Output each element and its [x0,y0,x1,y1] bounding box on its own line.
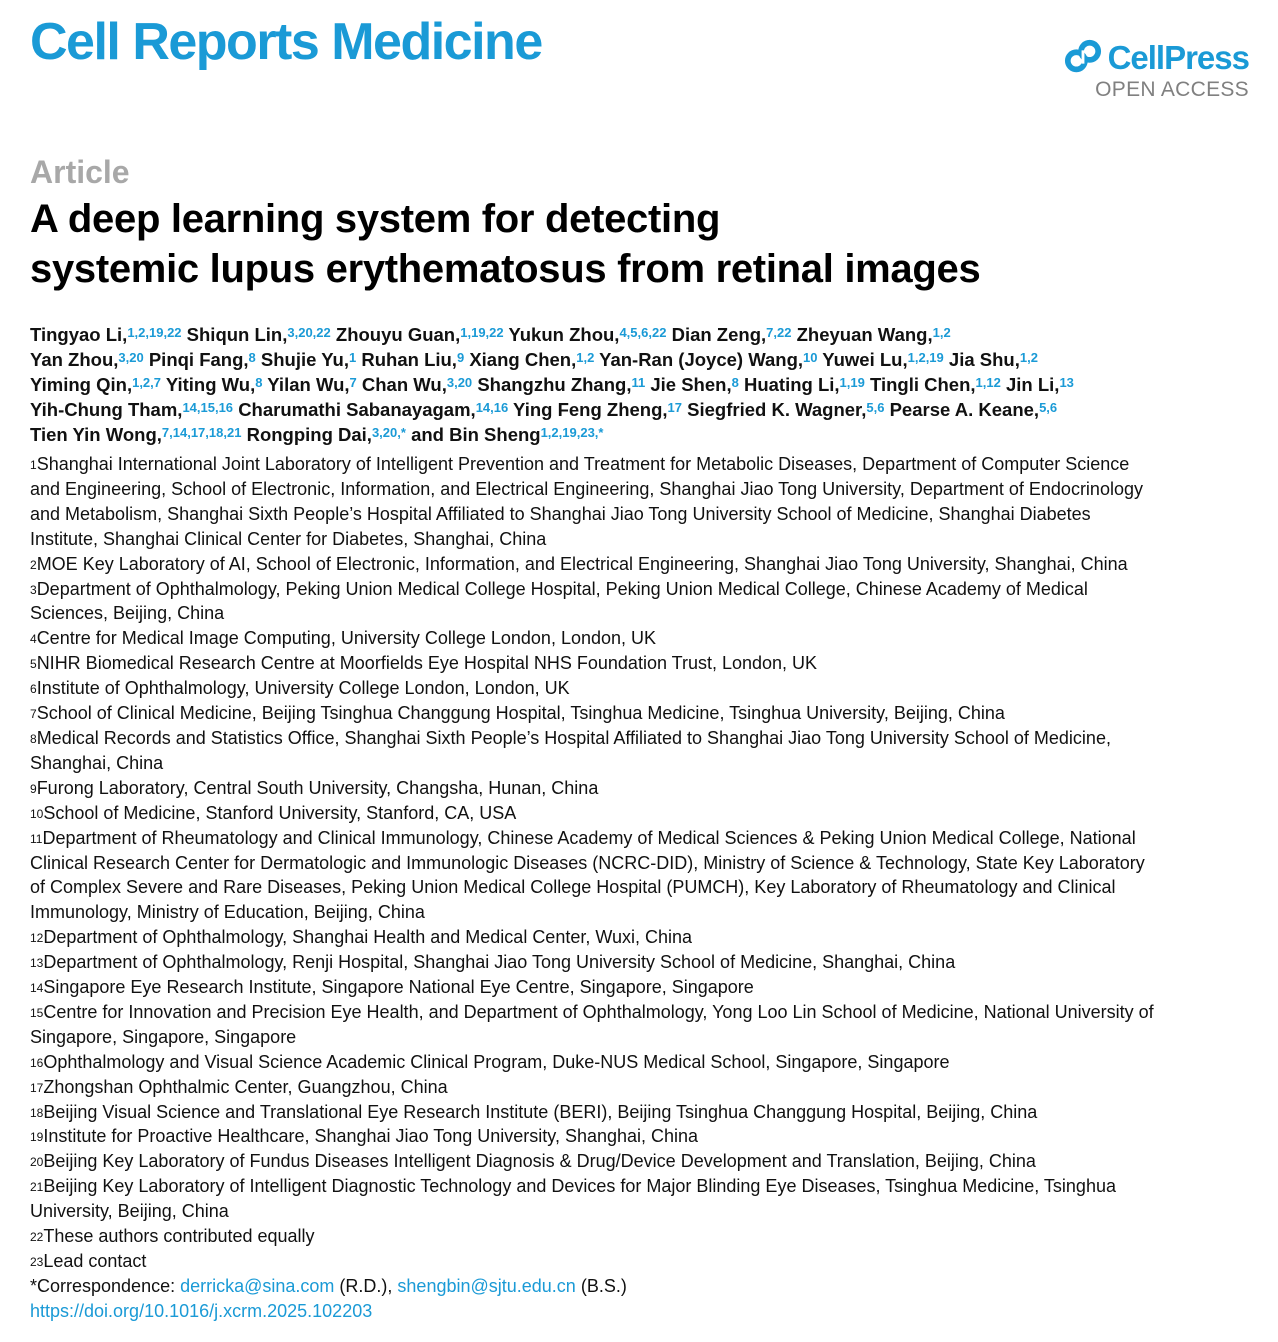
affiliation-text: Sciences, Beijing, China [30,603,225,624]
affiliation-number: 19 [30,1130,44,1145]
affiliation-number: 6 [30,682,37,697]
affiliation-text: Beijing Visual Science and Translational Eye Research Institute (BERI), Beijing Tsinghua Changgung Hospital, Beijing, China [43,1101,1038,1122]
cellpress-logo-icon [1064,38,1102,76]
affiliation-line [30,1075,1255,1100]
affiliation-text: Beijing Key Laboratory of Fundus Diseases Intelligent Diagnosis & Drug/Device Development and Translation, Beijing, China [43,1151,1036,1172]
author[interactable] [149,349,256,370]
correspondence [30,1274,1255,1299]
author-name[interactable]: Charumathi Sabanayagam, [238,399,476,420]
author[interactable] [513,399,682,420]
affiliation-number: 21 [30,1180,44,1195]
author-name[interactable]: Shujie Yu, [260,349,349,370]
affiliation-marker[interactable]: 17 [667,400,683,415]
affiliation-number: 12 [30,931,44,946]
affiliation-line [30,601,1255,626]
affiliation-number: 11 [30,831,43,846]
affiliation-text: Institute, Shanghai Clinical Center for Diabetes, Shanghai, China [30,528,547,549]
affiliation-line [30,851,1255,876]
author-name[interactable]: Pearse A. Keane, [889,399,1040,420]
affiliation [30,701,1255,726]
affiliation-text: Department of Rheumatology and Clinical Immunology, Chinese Academy of Medical Sciences & Peking Union Medical College, National [42,827,1136,848]
affiliation-marker[interactable]: 13 [1059,375,1074,390]
affiliation-marker[interactable]: 1,2,7 [132,375,162,390]
affiliation-number: 18 [30,1105,44,1120]
publisher-logo[interactable] [1064,38,1249,76]
affiliation-text: Institute of Ophthalmology, University College London, London, UK [36,678,570,699]
affiliation-number: 4 [30,632,37,647]
affiliation-list [30,452,1255,1324]
affiliation-line [30,626,1255,651]
affiliation-line [30,751,1255,776]
author-name[interactable]: Rongping Dai, [246,424,372,445]
affiliation-line [30,1124,1255,1149]
affiliation-line [30,1199,1255,1224]
author-name[interactable]: Ying Feng Zheng, [513,399,668,420]
author-name[interactable]: Tien Yin Wong, [30,424,162,445]
author-name[interactable]: Siegfried K. Wagner, [687,399,867,420]
author[interactable] [411,424,603,445]
author-name[interactable]: Tingli Chen, [870,374,976,395]
author-name[interactable]: Yuwei Lu, [822,349,908,370]
affiliation-line [30,1100,1255,1125]
affiliation [30,1000,1255,1050]
affiliation-marker[interactable]: 5,6 [866,400,885,415]
author[interactable] [166,374,263,395]
affiliation-text: of Complex Severe and Rare Diseases, Peking Union Medical College Hospital (PUMCH), Key Laboratory of Rheumatology and Clinical [30,877,1116,898]
affiliation-text: Furong Laboratory, Central South University, Changsha, Hunan, China [36,777,599,798]
affiliation-marker[interactable]: 1,2,19,23,* [540,425,604,440]
affiliation-text: Immunology, Ministry of Education, Beijing, China [30,902,425,923]
affiliation-marker[interactable]: 7,22 [766,325,792,340]
title-line: A deep learning system for detecting [30,197,721,241]
affiliation-marker[interactable]: 14,16 [475,400,509,415]
affiliation [30,1224,1255,1249]
affiliation-marker[interactable]: 1 [349,350,357,365]
affiliation-marker[interactable]: 3,20,* [371,425,406,440]
author-line [30,322,1260,347]
article-title [30,194,1250,294]
email-link[interactable]: shengbin@sjtu.edu.cn [397,1275,576,1296]
affiliation [30,577,1255,627]
author-name[interactable]: and Bin Sheng [411,424,541,445]
affiliation-text: School of Clinical Medicine, Beijing Tsinghua Changgung Hospital, Tsinghua Medicine, Tsinghua University, Beijing, China [36,703,1005,724]
affiliation-text: MOE Key Laboratory of AI, School of Electronic, Information, and Electrical Engineering, Shanghai Jiao Tong University, Shanghai, China [36,553,1128,574]
affiliation-marker[interactable]: 1,2 [932,325,951,340]
affiliation [30,452,1255,552]
affiliation-line [30,1000,1255,1025]
affiliation-text: Institute for Proactive Healthcare, Shanghai Jiao Tong University, Shanghai, China [43,1126,699,1147]
affiliation-line [30,1025,1255,1050]
correspondence-initials: (R.D.), [334,1275,398,1296]
affiliation-line [30,452,1255,477]
affiliation-line [30,826,1255,851]
author[interactable] [870,374,1001,395]
affiliation-text: Medical Records and Statistics Office, Shanghai Sixth People’s Hospital Affiliated to Shanghai Jiao Tong University School of Medicine, [36,727,1111,748]
author-name[interactable]: Dian Zeng, [671,324,767,345]
affiliation-marker[interactable]: 11 [631,375,646,390]
author-name[interactable]: Xiang Chen, [469,349,577,370]
affiliation [30,1075,1255,1100]
affiliation-line [30,900,1255,925]
affiliation [30,1249,1255,1274]
author-line [30,372,1260,397]
affiliation-number: 17 [30,1080,44,1095]
affiliation-line [30,502,1255,527]
affiliation-line [30,801,1255,826]
author-name[interactable]: Yiming Qin, [30,374,133,395]
affiliation-marker[interactable]: 4,5,6,22 [619,325,667,340]
author-name[interactable]: Shangzhu Zhang, [477,374,632,395]
affiliation-marker[interactable]: 8 [248,350,256,365]
affiliation-line [30,701,1255,726]
author[interactable] [30,399,233,420]
author-name[interactable]: Yukun Zhou, [508,324,620,345]
affiliation-marker[interactable]: 1,2 [576,350,595,365]
affiliation [30,1100,1255,1125]
author[interactable] [477,374,645,395]
affiliation [30,776,1255,801]
author[interactable] [261,349,356,370]
affiliation-marker[interactable]: 1,2,19 [907,350,944,365]
affiliation-number: 22 [30,1230,44,1245]
affiliation-text: and Engineering, School of Electronic, Information, and Electrical Engineering, Shanghai Jiao Tong University, Department of Endocrinology [30,478,1143,499]
affiliation-marker[interactable]: 7,14,17,18,21 [161,425,242,440]
affiliation-line [30,651,1255,676]
affiliation-text: These authors contributed equally [43,1226,315,1247]
affiliation-marker[interactable]: 1,19,22 [460,325,504,340]
author[interactable] [187,324,331,345]
affiliation-number: 15 [30,1005,44,1020]
author[interactable] [599,349,817,370]
affiliation-marker[interactable]: 1,2 [1019,350,1038,365]
affiliation-text: Singapore Eye Research Institute, Singapore National Eye Centre, Singapore, Singapore [43,977,754,998]
affiliation-line [30,950,1255,975]
author-name[interactable]: Jia Shu, [948,349,1020,370]
affiliation-number: 7 [30,707,37,722]
affiliation-marker[interactable]: 8 [731,375,739,390]
affiliation-marker[interactable]: 3,20 [118,350,144,365]
author-name[interactable]: Yan Zhou, [30,349,119,370]
affiliation [30,726,1255,776]
author[interactable] [336,324,504,345]
affiliation-line [30,676,1255,701]
author-list [30,322,1260,447]
publisher-name: CellPress [1107,38,1249,76]
author-name[interactable]: Yilan Wu, [267,374,350,395]
author-name[interactable]: Pinqi Fang, [148,349,249,370]
author[interactable] [247,424,406,445]
affiliation-number: 16 [30,1055,44,1070]
author[interactable] [672,324,792,345]
author-name[interactable]: Shiqun Lin, [186,324,288,345]
open-access-label: OPEN ACCESS [1095,78,1249,101]
author-name[interactable]: Yih-Chung Tham, [30,399,183,420]
affiliation [30,1050,1255,1075]
affiliation-text: Clinical Research Center for Dermatologic and Immunologic Diseases (NCRC-DID), Ministry of Science & Technology, State Key Laboratory [30,852,1145,873]
affiliation [30,651,1255,676]
journal-title: Cell Reports Medicine [30,13,542,71]
affiliation-marker[interactable]: 1,19 [839,375,865,390]
affiliation-marker[interactable]: 1,2,19,22 [127,325,182,340]
affiliation-line [30,1149,1255,1174]
author-line [30,397,1260,422]
affiliation-number: 2 [30,557,37,572]
affiliation-marker[interactable]: 7 [349,375,357,390]
author[interactable] [267,374,356,395]
correspondence-label: *Correspondence: [30,1275,181,1296]
affiliation-number: 3 [30,582,37,597]
publisher-block [1064,38,1249,100]
affiliation [30,801,1255,826]
author-name[interactable]: Ruhan Liu, [361,349,457,370]
author-name[interactable]: Jin Li, [1005,374,1060,395]
author[interactable] [1006,374,1074,395]
affiliation [30,826,1255,926]
affiliation-marker[interactable]: 3,20 [446,375,473,390]
author[interactable] [687,399,884,420]
affiliation-number: 5 [30,657,37,672]
affiliation-number: 1 [30,458,37,472]
author[interactable] [30,324,182,345]
author-name[interactable]: Chan Wu, [361,374,447,395]
affiliation-text: Zhongshan Ophthalmic Center, Guangzhou, China [43,1076,448,1097]
affiliation-line [30,875,1255,900]
affiliation-text: Department of Ophthalmology, Shanghai Health and Medical Center, Wuxi, China [43,927,693,948]
affiliation [30,676,1255,701]
author-name[interactable]: Jie Shen, [650,374,732,395]
affiliation [30,1149,1255,1174]
title-line: systemic lupus erythematosus from retinal images [30,247,981,291]
affiliation-text: Centre for Medical Image Computing, University College London, London, UK [36,628,657,649]
author-line [30,347,1260,372]
author[interactable] [797,324,951,345]
article-type: Article [30,154,130,190]
author-name[interactable]: Zheyuan Wang, [796,324,933,345]
affiliation [30,975,1255,1000]
affiliation-marker[interactable]: 5,6 [1039,400,1058,415]
affiliation-number: 10 [30,806,44,821]
affiliation-marker[interactable]: 9 [456,350,465,365]
affiliation-number: 8 [30,731,37,746]
affiliation-line [30,975,1255,1000]
affiliation [30,1174,1255,1224]
author[interactable] [30,424,241,445]
affiliation [30,950,1255,975]
author[interactable] [469,349,594,370]
affiliation-marker[interactable]: 14,15,16 [182,400,234,415]
affiliation-line [30,925,1255,950]
author[interactable] [30,374,161,395]
affiliation-marker[interactable]: 1,12 [975,375,1001,390]
author-line [30,422,1260,447]
author[interactable] [650,374,738,395]
correspondence-initials: (B.S.) [575,1275,627,1296]
author[interactable] [949,349,1038,370]
affiliation-line [30,577,1255,602]
affiliation-number: 14 [30,981,44,996]
email-link[interactable]: derricka@sina.com [180,1275,335,1296]
affiliation-line [30,776,1255,801]
affiliation-number: 9 [30,781,37,796]
affiliation-text: School of Medicine, Stanford University, Stanford, CA, USA [43,802,517,823]
author-name[interactable]: Yiting Wu, [165,374,256,395]
affiliation-text: Shanghai International Joint Laboratory of Intelligent Prevention and Treatment for Metabolic Diseases, Department of Computer Science [36,454,1130,474]
affiliation-number: 20 [30,1155,44,1170]
author[interactable] [822,349,943,370]
affiliation-text: and Metabolism, Shanghai Sixth People’s Hospital Affiliated to Shanghai Jiao Tong University School of Medicine, Shanghai Diabetes [30,503,1091,524]
affiliation [30,1124,1255,1149]
affiliation-line [30,527,1255,552]
affiliation-line [30,477,1255,502]
affiliation-text: Shanghai, China [30,752,164,773]
affiliation-marker[interactable]: 10 [803,350,818,365]
affiliation-line [30,552,1255,577]
affiliation-text: Department of Ophthalmology, Peking Union Medical College Hospital, Peking Union Medical College, Chinese Academy of Medical [36,578,1088,599]
affiliation-line [30,1174,1255,1199]
author-name[interactable]: Tingyao Li, [30,324,128,345]
author-name[interactable]: Zhouyu Guan, [335,324,461,345]
affiliation-number: 23 [30,1255,44,1269]
affiliation-text: NIHR Biomedical Research Centre at Moorfields Eye Hospital NHS Foundation Trust, London, UK [36,653,818,674]
affiliation-text: Ophthalmology and Visual Science Academic Clinical Program, Duke-NUS Medical School, Singapore, Singapore [43,1051,950,1072]
affiliation-marker[interactable]: 8 [255,375,263,390]
author[interactable] [508,324,666,345]
author[interactable] [238,399,508,420]
affiliation-text: Singapore, Singapore, Singapore [30,1026,297,1047]
affiliation-text: Lead contact [43,1251,147,1271]
affiliation [30,626,1255,651]
affiliation-text: Beijing Key Laboratory of Intelligent Diagnostic Technology and Devices for Major Blinding Eye Diseases, Tsinghua Medicine, Tsinghua [43,1176,1116,1197]
affiliation-line [30,1050,1255,1075]
affiliation [30,552,1255,577]
affiliation-line [30,726,1255,751]
author[interactable] [890,399,1058,420]
author[interactable] [744,374,865,395]
affiliation-number: 13 [30,956,44,971]
author[interactable] [30,349,144,370]
affiliation-marker[interactable]: 3,20,22 [287,325,331,340]
author-name[interactable]: Yan-Ran (Joyce) Wang, [599,349,804,370]
affiliation-text: University, Beijing, China [30,1201,229,1222]
author-name[interactable]: Huating Li, [743,374,840,395]
author[interactable] [361,349,464,370]
affiliation-text: Department of Ophthalmology, Renji Hospital, Shanghai Jiao Tong University School of Medicine, Shanghai, China [43,952,956,973]
affiliation-line [30,1224,1255,1249]
affiliation [30,925,1255,950]
affiliation-line [30,1249,1255,1274]
affiliation-text: Centre for Innovation and Precision Eye Health, and Department of Ophthalmology, Yong Loo Lin School of Medicine, National University of [43,1001,1154,1022]
author[interactable] [362,374,472,395]
doi-link[interactable]: https://doi.org/10.1016/j.xcrm.2025.102203 [30,1300,373,1321]
